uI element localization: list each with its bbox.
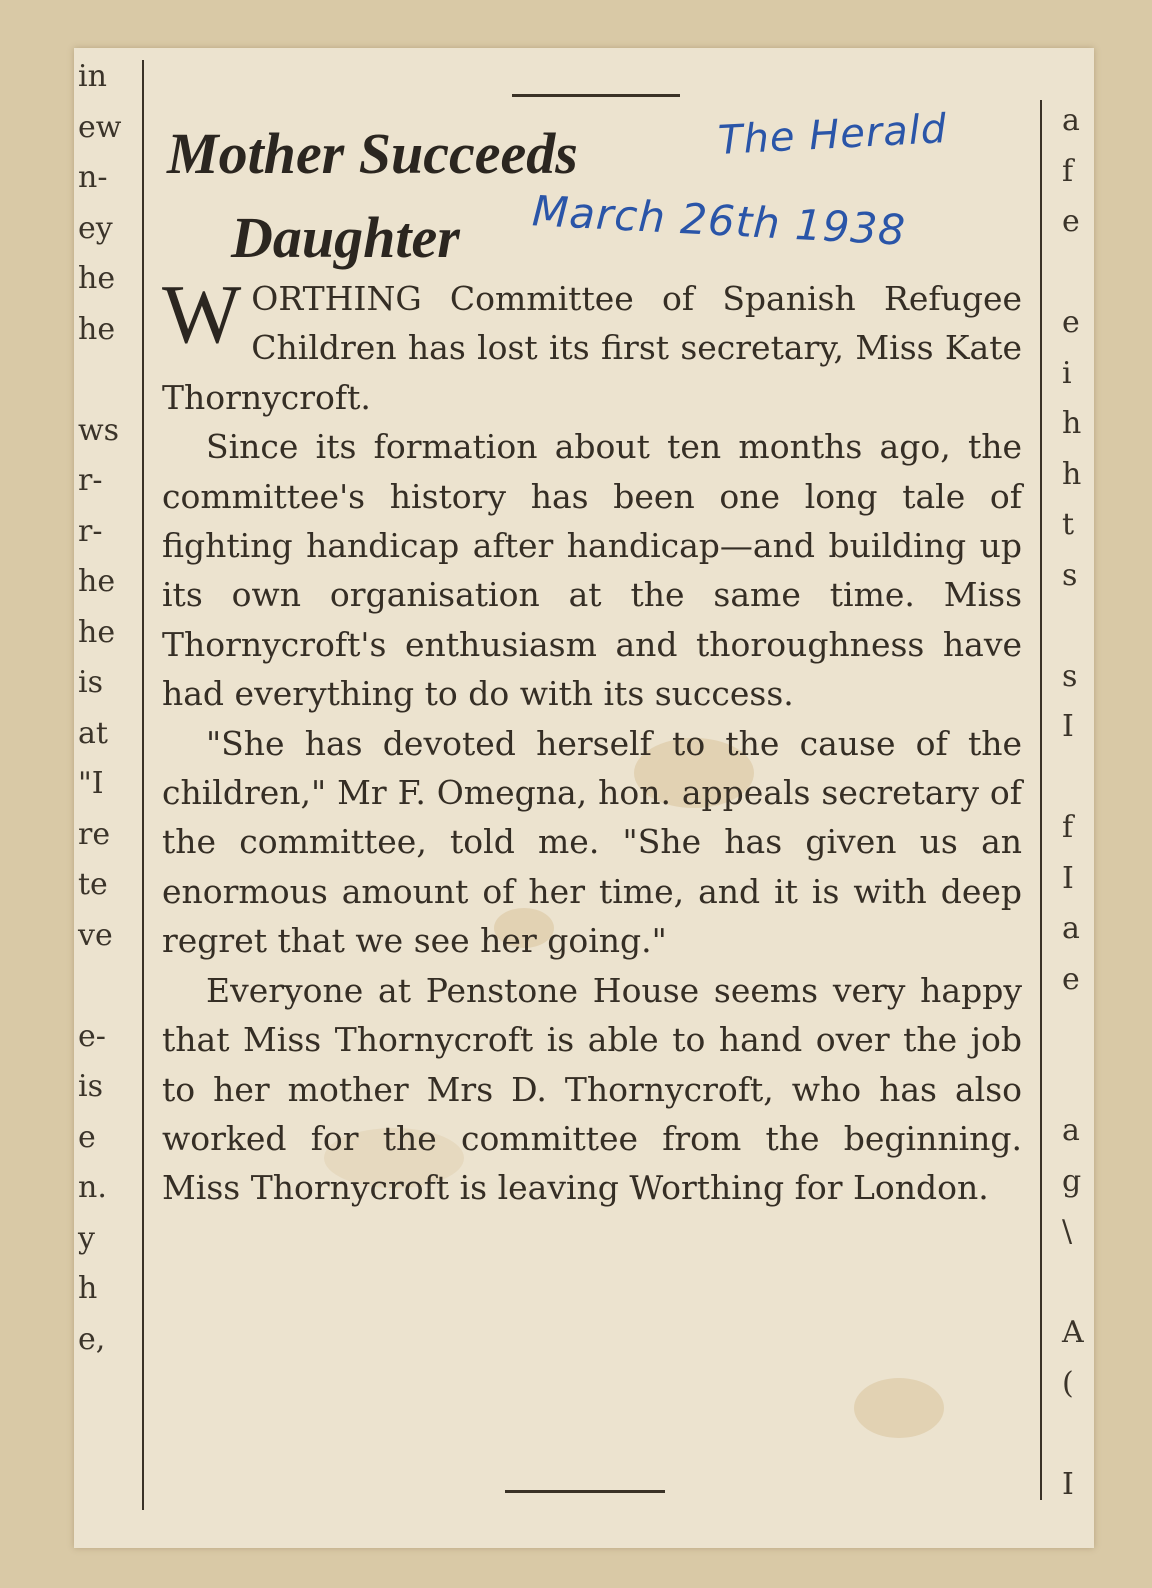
paragraph: Since its formation about ten months ago, the committee's history has been one long tale of fighting handicap after handicap—and building up its own organisation at the same time. Miss Thornycroft's enthusiasm and thoroughness have had everything to do with its success. [162,427,1022,714]
column-fragment: I [1062,860,1074,896]
column-fragment: r- [78,513,103,549]
handwritten-date: March 26th 1938 [530,186,908,255]
column-fragment: f [1062,153,1074,189]
column-fragment: i [1062,355,1072,391]
column-fragment: ( [1062,1365,1074,1401]
headline-line-2: Daughter [231,205,460,270]
column-fragment [78,961,121,1012]
column-fragment: r- [78,463,103,498]
right-column-fragments [1062,96,1084,1510]
column-fragment [1062,601,1084,652]
column-fragment [1062,753,1084,804]
column-rule-left [142,60,144,1510]
column-fragment: he [78,261,116,296]
column-fragment: ws [78,412,120,448]
column-fragment [1062,248,1084,299]
column-fragment [1062,1409,1084,1460]
column-fragment: in [78,59,107,94]
column-fragment: he [78,311,116,347]
column-fragment [1062,1258,1084,1309]
column-fragment: e [1062,204,1080,239]
column-fragment [78,355,121,406]
left-column-fragments [78,52,121,1365]
column-fragment: h [78,1271,98,1306]
column-fragment: h [1062,406,1082,441]
column-fragment: ve [78,917,113,953]
column-fragment: I [1062,1466,1074,1502]
bottom-rule [505,1490,665,1493]
column-fragment: e, [78,1321,106,1357]
column-fragment: a [1062,911,1080,946]
column-fragment: \ [1062,1214,1073,1249]
stain [854,1378,944,1438]
article-body [162,268,1022,1213]
column-fragment: e [78,1119,96,1155]
column-fragment: n. [78,1170,107,1205]
column-fragment: re [78,816,111,852]
column-fragment: te [78,867,108,902]
top-rule [512,94,680,97]
headline-line-1: Mother Succeeds [167,121,578,186]
column-fragment: at [78,715,108,751]
column-fragment: f [1062,810,1074,845]
handwritten-source: The Herald [716,106,949,164]
column-fragment: g [1062,1163,1082,1199]
column-fragment: n- [78,160,108,195]
column-fragment: "I [78,766,104,801]
column-fragment: is [78,665,103,700]
column-rule-right [1040,100,1042,1500]
column-fragment: a [1062,103,1080,138]
paragraph: "She has devoted herself to the cause of the children," Mr F. Omegna, hon. appeals secretary of the committee, told me. "She has given us an enormous amount of her time, and it is with deep regret that we see her going." [162,723,1022,961]
column-fragment: A [1062,1315,1084,1350]
column-fragment: a [1062,1113,1080,1148]
column-fragment: he [78,564,116,599]
column-fragment: he [78,614,116,650]
column-fragment: e [1062,961,1080,997]
column-fragment: ey [78,210,113,246]
column-fragment: is [78,1069,103,1104]
column-fragment: s [1062,557,1078,593]
paragraph: WORTHING Committee of Spanish Refugee Children has lost its first secretary, Miss Kate Thornycroft. [162,268,1022,417]
column-fragment: h [1062,456,1082,492]
column-fragment: e [1062,305,1080,340]
paragraph: Everyone at Penstone House seems very happy that Miss Thornycroft is able to hand over the job to her mother Mrs D. Thornycroft, who has also worked for the committee from the beginning. Miss Thornycroft is leaving Worthing for London. [162,970,1022,1208]
column-fragment [1062,1005,1084,1056]
column-fragment: y [78,1220,95,1256]
column-fragment: t [1062,507,1075,542]
column-fragment: ew [78,109,122,145]
column-fragment: I [1062,709,1074,744]
column-fragment: s [1062,658,1078,694]
column-fragment [1062,1056,1084,1107]
column-fragment: e- [78,1018,106,1054]
drop-cap: W [162,268,242,361]
